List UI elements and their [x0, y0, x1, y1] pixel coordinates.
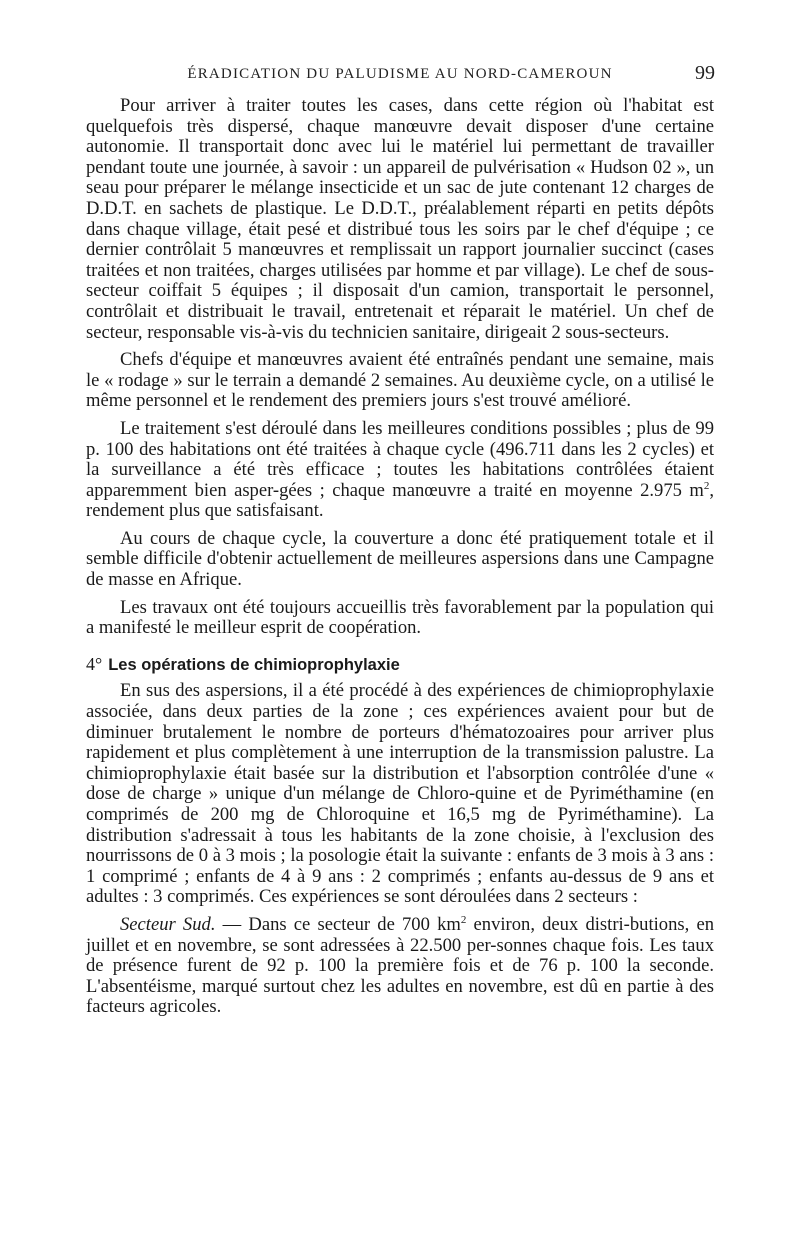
running-title: ÉRADICATION DU PALUDISME AU NORD-CAMEROUN [187, 66, 613, 82]
paragraph-training: Chefs d'équipe et manœuvres avaient été entraînés pendant une semaine, mais le « rodage » sur le terrain a demandé 2 semaines. Au deuxième cycle, on a utilisé le même personnel et le rendement des premiers jours s'est trouvé amélioré. [86, 349, 714, 412]
body-text [86, 96, 714, 1025]
paragraph-coverage: Au cours de chaque cycle, la couverture a donc été pratiquement totale et il semble difficile d'obtenir actuellement de meilleures aspersions dans une Campagne de masse en Afrique. [86, 527, 714, 591]
section-title: Les opérations de chimioprophylaxie [108, 655, 400, 674]
paragraph-population: Les travaux ont été toujours accueillis très favorablement par la population qui a manifesté le meilleur esprit de coopération. [86, 596, 714, 639]
secteur-sud-end: environ, deux distri-butions, en juillet et en novembre, se sont adressées à 22.500 per-sonnes chaque fois. Les taux de présence furent de 92 p. 100 la première fois et de 76 p. 100 la seconde. L'absentéisme, marqué surtout chez les adultes en novembre, est dû en partie à des facteurs agricoles. [86, 913, 714, 1018]
paragraph-treatment-end: , rendement plus que satisfaisant. [86, 479, 714, 522]
page-number: 99 [695, 62, 715, 84]
secteur-sud-lead: Secteur Sud. [120, 913, 216, 935]
page-header [85, 62, 715, 90]
paragraph-treatment-text: Le traitement s'est déroulé dans les meilleures conditions possibles ; plus de 99 p. 100 des habitations ont été traitées à chaque cycle (496.711 dans les 2 cycles) et la surveillance a été très efficace ; toutes les habitations contrôlées étaient apparemment bien asper-gées ; chaque manœuvre a traité en moyenne 2.975 m [86, 417, 714, 501]
paragraph-treatment [86, 419, 714, 522]
superscript-square: 2 [703, 479, 710, 492]
paragraph-equipment: Pour arriver à traiter toutes les cases, dans cette région où l'habitat est quelquefois très dispersé, chaque manœuvre devait disposer d'une certaine autonomie. Il transportait donc avec lui le matériel lui permettant de travailler pendant toute une journée, à savoir : un appareil de pulvérisation « Hudson 02 », un seau pour préparer le mélange insecticide et un sac de jute contenant 12 charges de D.D.T. en sachets de plastique. Le D.D.T., préalablement réparti en petits dépôts dans chaque village, était pesé et distribué tous les soirs par le chef d'équipe ; ce dernier contrôlait 5 manœuvres et remplissait un rapport journalier succinct (cases traitées et non traitées, charges utilisées par homme et par village). Le chef de sous-secteur coiffait 5 équipes ; il disposait d'un camion, transportait le personnel, contrôlait et distribuait le travail, entretenait et réparait le matériel. Un chef de secteur, responsable vis-à-vis du technicien sanitaire, dirigeait 2 sous-secteurs. [86, 95, 714, 343]
section-number: 4° [86, 653, 103, 674]
paragraph-secteur-sud [86, 915, 714, 1018]
paragraph-chemoprophylaxis: En sus des aspersions, il a été procédé à des expériences de chimioprophylaxie associée, dans deux parties de la zone ; ces expériences avaient pour but de diminuer brutalement le nombre de porteurs d'hématozoaires pour arriver plus rapidement et plus complètement à une interruption de la transmission palustre. La chimioprophylaxie était basée sur la distribution et l'absorption contrôlée d'une « dose de charge » unique d'un mélange de Chloro-quine et de Pyriméthamine (en comprimés de 200 mg de Chloroquine et 16,5 mg de Pyriméthamine). La distribution s'adressait à tous les habitants de la zone choisie, à l'exclusion des nourrissons de 0 à 3 mois ; la posologie était la suivante : enfants de 3 mois à 3 ans : 1 comprimé ; enfants de 4 à 9 ans : 2 comprimés ; enfants au-dessus de 9 ans et adultes : 3 comprimés. Ces expériences se sont déroulées dans 2 secteurs : [86, 680, 714, 908]
section-heading [86, 654, 714, 676]
secteur-sud-text: — Dans ce secteur de 700 km [215, 913, 461, 935]
superscript-square-km: 2 [460, 913, 467, 926]
